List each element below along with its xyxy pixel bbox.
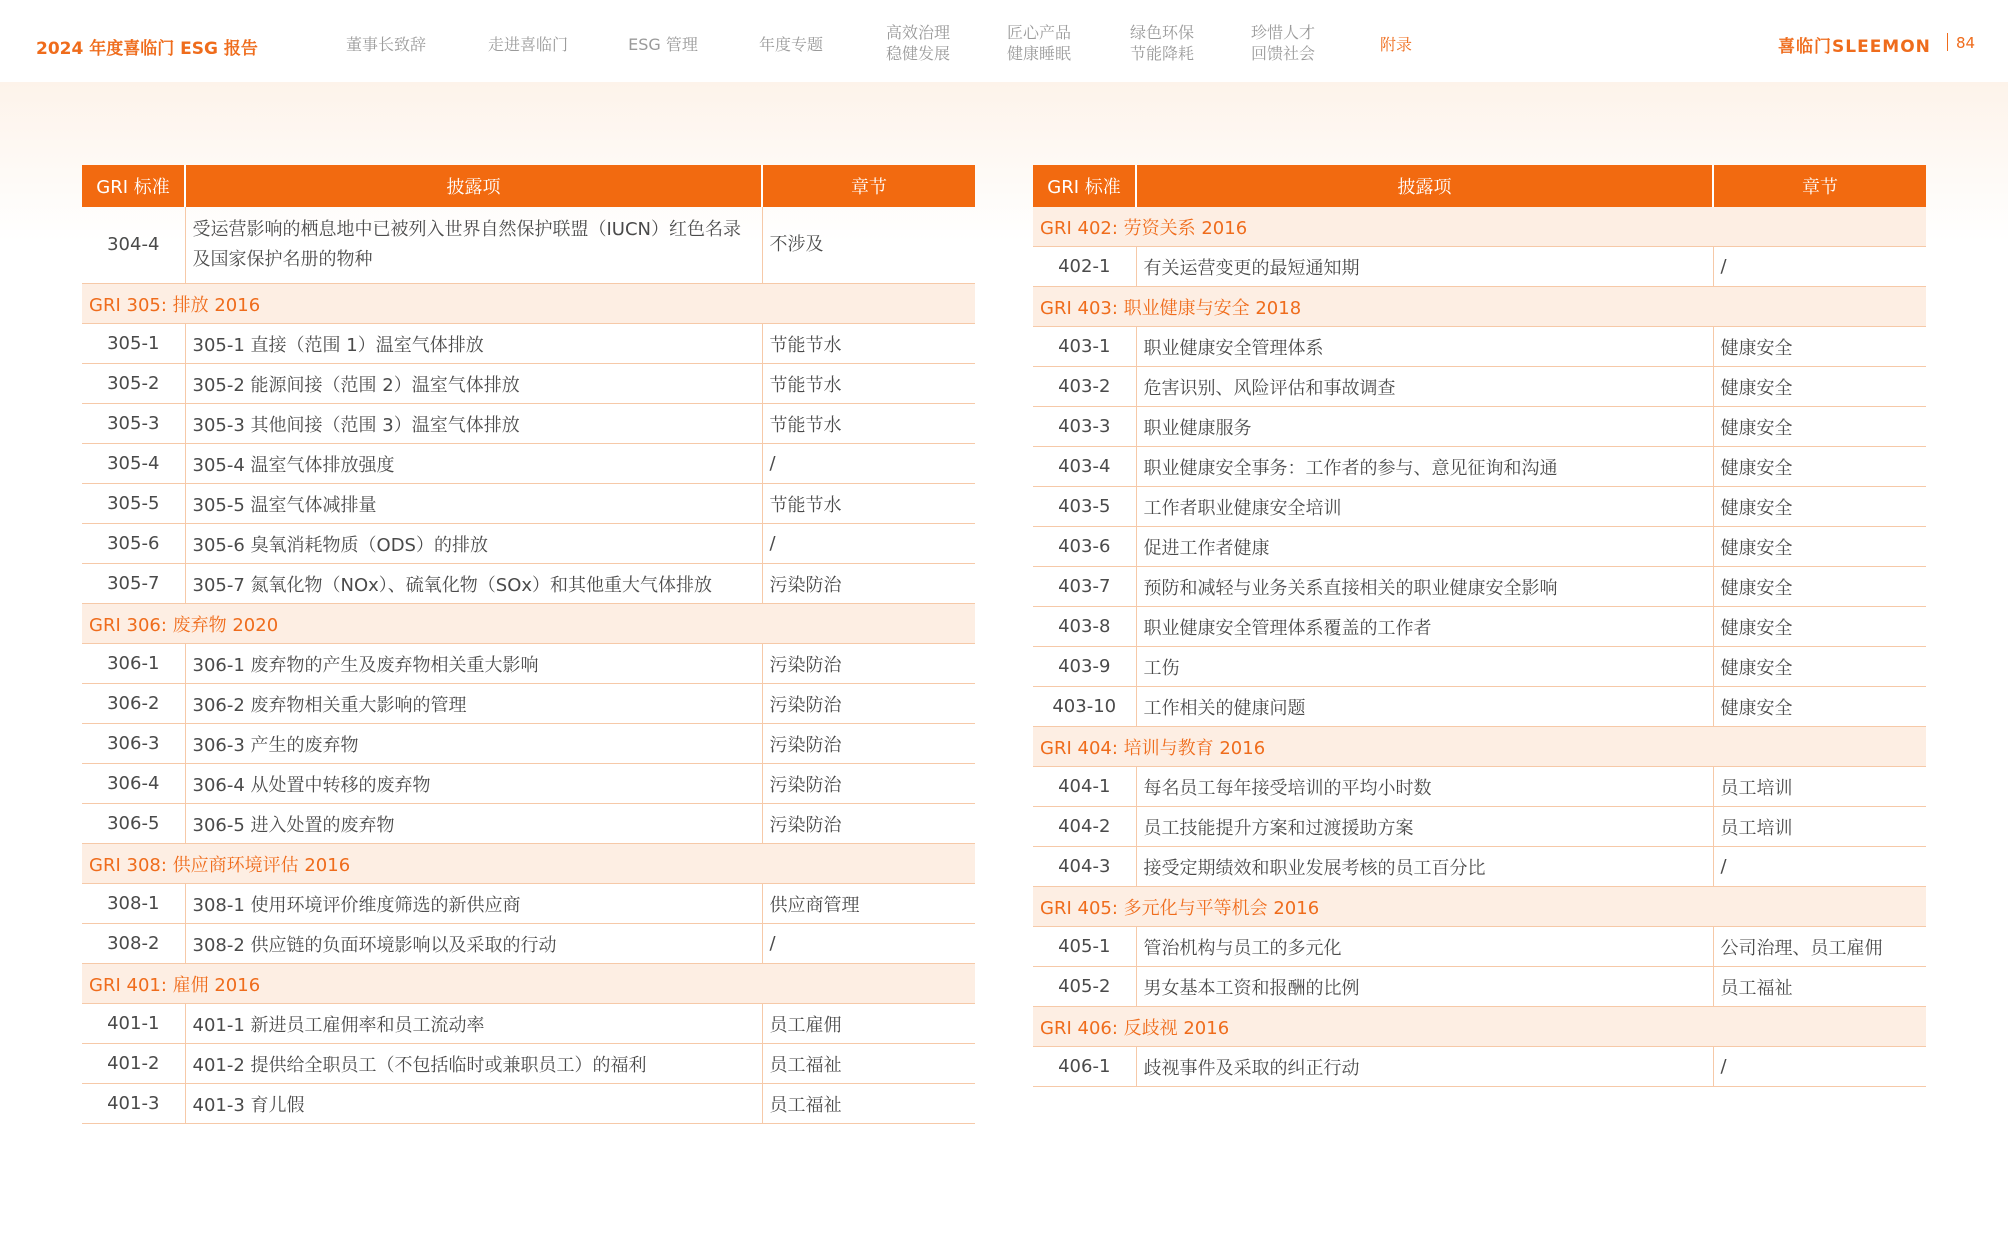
chapter-cell: 公司治理、员工雇佣 [1713, 927, 1926, 967]
disclosure-cell: 305-4 温室气体排放强度 [185, 444, 762, 484]
section-title: GRI 404: 培训与教育 2016 [1033, 727, 1926, 767]
chapter-cell: / [1713, 847, 1926, 887]
brand-logo: 喜临门SLEEMON [1778, 37, 1931, 57]
disclosure-cell: 401-1 新进员工雇佣率和员工流动率 [185, 1004, 762, 1044]
table-row [1033, 847, 1926, 887]
disclosure-cell: 每名员工每年接受培训的平均小时数 [1136, 767, 1713, 807]
nav-item-label: 高效治理 [885, 23, 951, 42]
chapter-cell: 员工培训 [1713, 807, 1926, 847]
disclosure-cell: 401-2 提供给全职员工（不包括临时或兼职员工）的福利 [185, 1044, 762, 1084]
gri-code-cell: 403-4 [1033, 447, 1136, 487]
nav-item-label: 匠心产品 [1006, 23, 1072, 42]
gri-code-cell: 306-3 [82, 724, 185, 764]
chapter-cell: 健康安全 [1713, 487, 1926, 527]
gri-code-cell: 308-2 [82, 924, 185, 964]
section-header-row [1033, 207, 1926, 247]
section-header-row [1033, 887, 1926, 927]
gri-code-cell: 305-6 [82, 524, 185, 564]
chapter-cell: 节能节水 [762, 324, 975, 364]
disclosure-cell: 305-1 直接（范围 1）温室气体排放 [185, 324, 762, 364]
gri-index-table-right [1033, 165, 1926, 1087]
table-row [82, 564, 975, 604]
nav-item-label: 年度专题 [758, 35, 824, 54]
chapter-cell: 健康安全 [1713, 407, 1926, 447]
table-row [1033, 647, 1926, 687]
chapter-cell: / [1713, 247, 1926, 287]
chapter-cell: 污染防治 [762, 724, 975, 764]
gri-code-cell: 305-3 [82, 404, 185, 444]
disclosure-cell: 305-5 温室气体减排量 [185, 484, 762, 524]
chapter-cell: / [1713, 1047, 1926, 1087]
gri-code-cell: 401-2 [82, 1044, 185, 1084]
section-title: GRI 405: 多元化与平等机会 2016 [1033, 887, 1926, 927]
nav-item-label: 附录 [1379, 35, 1413, 54]
gri-code-cell: 404-3 [1033, 847, 1136, 887]
disclosure-cell: 308-2 供应链的负面环境影响以及采取的行动 [185, 924, 762, 964]
table-row [82, 644, 975, 684]
chapter-cell: 健康安全 [1713, 567, 1926, 607]
section-header-row [82, 284, 975, 324]
gri-code-cell: 305-1 [82, 324, 185, 364]
table-row [82, 207, 975, 284]
gri-code-cell: 404-1 [1033, 767, 1136, 807]
table-row [1033, 807, 1926, 847]
chapter-cell: 员工福祉 [762, 1044, 975, 1084]
disclosure-cell: 职业健康安全管理体系覆盖的工作者 [1136, 607, 1713, 647]
section-title: GRI 308: 供应商环境评估 2016 [82, 844, 975, 884]
table-header-row [82, 165, 975, 207]
table-row [82, 764, 975, 804]
chapter-cell: 节能节水 [762, 364, 975, 404]
disclosure-cell: 男女基本工资和报酬的比例 [1136, 967, 1713, 1007]
chapter-cell: 污染防治 [762, 804, 975, 844]
nav-item-3[interactable] [628, 34, 698, 55]
nav-item-9[interactable] [1380, 34, 1412, 55]
nav-item-label: ESG 管理 [628, 35, 698, 54]
disclosure-cell: 306-2 废弃物相关重大影响的管理 [185, 684, 762, 724]
section-header-row [82, 604, 975, 644]
chapter-cell: 供应商管理 [762, 884, 975, 924]
table-row [1033, 567, 1926, 607]
disclosure-cell: 306-1 废弃物的产生及废弃物相关重大影响 [185, 644, 762, 684]
table-row [82, 804, 975, 844]
gri-code-cell: 403-3 [1033, 407, 1136, 447]
gri-code-cell: 401-3 [82, 1084, 185, 1124]
section-title: GRI 402: 劳资关系 2016 [1033, 207, 1926, 247]
chapter-cell: 节能节水 [762, 404, 975, 444]
section-title: GRI 305: 排放 2016 [82, 284, 975, 324]
table-row [82, 684, 975, 724]
nav-item-label: 健康睡眠 [1006, 44, 1072, 63]
disclosure-cell: 职业健康安全管理体系 [1136, 327, 1713, 367]
disclosure-cell: 预防和减轻与业务关系直接相关的职业健康安全影响 [1136, 567, 1713, 607]
disclosure-cell: 受运营影响的栖息地中已被列入世界自然保护联盟（IUCN）红色名录及国家保护名册的物种 [185, 207, 762, 284]
nav-item-label: 董事长致辞 [345, 35, 427, 54]
chapter-cell: 健康安全 [1713, 687, 1926, 727]
gri-code-cell: 402-1 [1033, 247, 1136, 287]
chapter-cell: / [762, 524, 975, 564]
nav-item-label: 回馈社会 [1250, 44, 1316, 63]
section-title: GRI 401: 雇佣 2016 [82, 964, 975, 1004]
section-header-row [82, 844, 975, 884]
table-row [1033, 407, 1926, 447]
disclosure-cell: 305-6 臭氧消耗物质（ODS）的排放 [185, 524, 762, 564]
chapter-cell: 健康安全 [1713, 447, 1926, 487]
gri-code-cell: 403-9 [1033, 647, 1136, 687]
gri-code-cell: 405-1 [1033, 927, 1136, 967]
chapter-cell: 健康安全 [1713, 527, 1926, 567]
gri-code-cell: 406-1 [1033, 1047, 1136, 1087]
gri-code-cell: 404-2 [1033, 807, 1136, 847]
disclosure-cell: 接受定期绩效和职业发展考核的员工百分比 [1136, 847, 1713, 887]
gri-code-cell: 308-1 [82, 884, 185, 924]
table-row [1033, 927, 1926, 967]
gri-code-cell: 403-8 [1033, 607, 1136, 647]
disclosure-cell: 401-3 育儿假 [185, 1084, 762, 1124]
disclosure-cell: 有关运营变更的最短通知期 [1136, 247, 1713, 287]
gri-code-cell: 403-6 [1033, 527, 1136, 567]
section-header-row [1033, 727, 1926, 767]
chapter-cell: 不涉及 [762, 207, 975, 284]
header-gri-standard: GRI 标准 [1033, 165, 1136, 207]
table-row [82, 444, 975, 484]
disclosure-cell: 管治机构与员工的多元化 [1136, 927, 1713, 967]
chapter-cell: 健康安全 [1713, 327, 1926, 367]
gri-code-cell: 305-7 [82, 564, 185, 604]
chapter-cell: 员工培训 [1713, 767, 1926, 807]
nav-item-4[interactable] [759, 34, 823, 55]
nav-item-2[interactable] [488, 34, 568, 55]
table-header-row [1033, 165, 1926, 207]
table-row [1033, 327, 1926, 367]
gri-code-cell: 306-2 [82, 684, 185, 724]
nav-item-label: 节能降耗 [1129, 44, 1195, 63]
table-row [82, 924, 975, 964]
table-row [1033, 607, 1926, 647]
gri-index-table-left [82, 165, 975, 1124]
disclosure-cell: 306-5 进入处置的废弃物 [185, 804, 762, 844]
disclosure-cell: 职业健康安全事务：工作者的参与、意见征询和沟通 [1136, 447, 1713, 487]
disclosure-cell: 305-7 氮氧化物（NOx）、硫氧化物（SOx）和其他重大气体排放 [185, 564, 762, 604]
gri-code-cell: 403-2 [1033, 367, 1136, 407]
gri-code-cell: 305-4 [82, 444, 185, 484]
chapter-cell: 污染防治 [762, 644, 975, 684]
table-row [82, 1084, 975, 1124]
disclosure-cell: 308-1 使用环境评价维度筛选的新供应商 [185, 884, 762, 924]
gri-code-cell: 403-1 [1033, 327, 1136, 367]
table-row [82, 404, 975, 444]
gri-code-cell: 304-4 [82, 207, 185, 284]
nav-item-7[interactable] [1130, 22, 1194, 64]
disclosure-cell: 歧视事件及采取的纠正行动 [1136, 1047, 1713, 1087]
table-row [1033, 967, 1926, 1007]
table-row [1033, 447, 1926, 487]
disclosure-cell: 306-3 产生的废弃物 [185, 724, 762, 764]
gri-code-cell: 403-10 [1033, 687, 1136, 727]
table-row [1033, 367, 1926, 407]
gri-code-cell: 401-1 [82, 1004, 185, 1044]
table-row [1033, 1047, 1926, 1087]
section-header-row [1033, 1007, 1926, 1047]
chapter-cell: 健康安全 [1713, 647, 1926, 687]
brand-divider [1947, 33, 1948, 51]
header-disclosure: 披露项 [1136, 165, 1713, 207]
nav-item-label: 绿色环保 [1129, 23, 1195, 42]
nav-item-label: 走进喜临门 [487, 35, 569, 54]
table-row [1033, 527, 1926, 567]
nav-item-5[interactable] [886, 22, 950, 64]
header-disclosure: 披露项 [185, 165, 762, 207]
chapter-cell: 员工福祉 [1713, 967, 1926, 1007]
section-title: GRI 406: 反歧视 2016 [1033, 1007, 1926, 1047]
gri-code-cell: 403-5 [1033, 487, 1136, 527]
section-header-row [1033, 287, 1926, 327]
chapter-cell: 污染防治 [762, 684, 975, 724]
disclosure-cell: 员工技能提升方案和过渡援助方案 [1136, 807, 1713, 847]
chapter-cell: 节能节水 [762, 484, 975, 524]
table-row [82, 324, 975, 364]
chapter-cell: / [762, 924, 975, 964]
page-number: 84 [1956, 34, 1976, 52]
header-gri-standard: GRI 标准 [82, 165, 185, 207]
table-row [82, 884, 975, 924]
report-title: 2024 年度喜临门 ESG 报告 [36, 39, 258, 59]
gri-code-cell: 306-5 [82, 804, 185, 844]
nav-item-1[interactable] [346, 34, 426, 55]
disclosure-cell: 工作相关的健康问题 [1136, 687, 1713, 727]
table-row [1033, 247, 1926, 287]
gri-code-cell: 403-7 [1033, 567, 1136, 607]
disclosure-cell: 305-2 能源间接（范围 2）温室气体排放 [185, 364, 762, 404]
disclosure-cell: 危害识别、风险评估和事故调查 [1136, 367, 1713, 407]
table-row [82, 524, 975, 564]
gri-code-cell: 405-2 [1033, 967, 1136, 1007]
gri-code-cell: 305-2 [82, 364, 185, 404]
section-title: GRI 306: 废弃物 2020 [82, 604, 975, 644]
header-chapter: 章节 [762, 165, 975, 207]
nav-item-label: 稳健发展 [885, 44, 951, 63]
table-row [1033, 767, 1926, 807]
table-row [1033, 487, 1926, 527]
disclosure-cell: 工作者职业健康安全培训 [1136, 487, 1713, 527]
chapter-cell: 污染防治 [762, 764, 975, 804]
disclosure-cell: 职业健康服务 [1136, 407, 1713, 447]
chapter-cell: 员工福祉 [762, 1084, 975, 1124]
table-row [1033, 687, 1926, 727]
top-navigation-bar [0, 0, 2008, 82]
table-row [82, 364, 975, 404]
gri-code-cell: 306-1 [82, 644, 185, 684]
chapter-cell: 健康安全 [1713, 367, 1926, 407]
gri-code-cell: 305-5 [82, 484, 185, 524]
table-row [82, 484, 975, 524]
disclosure-cell: 工伤 [1136, 647, 1713, 687]
nav-item-label: 珍惜人才 [1250, 23, 1316, 42]
nav-item-8[interactable] [1251, 22, 1315, 64]
table-row [82, 1044, 975, 1084]
section-header-row [82, 964, 975, 1004]
header-chapter: 章节 [1713, 165, 1926, 207]
chapter-cell: 污染防治 [762, 564, 975, 604]
chapter-cell: / [762, 444, 975, 484]
section-title: GRI 403: 职业健康与安全 2018 [1033, 287, 1926, 327]
disclosure-cell: 306-4 从处置中转移的废弃物 [185, 764, 762, 804]
chapter-cell: 员工雇佣 [762, 1004, 975, 1044]
table-row [82, 724, 975, 764]
disclosure-cell: 促进工作者健康 [1136, 527, 1713, 567]
table-row [82, 1004, 975, 1044]
gri-code-cell: 306-4 [82, 764, 185, 804]
disclosure-cell: 305-3 其他间接（范围 3）温室气体排放 [185, 404, 762, 444]
chapter-cell: 健康安全 [1713, 607, 1926, 647]
nav-item-6[interactable] [1007, 22, 1071, 64]
